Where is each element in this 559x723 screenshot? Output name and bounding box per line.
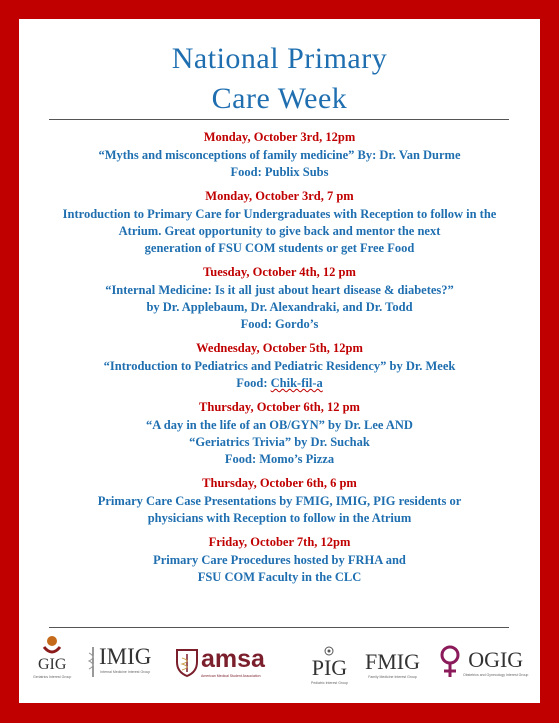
event-description: Primary Care Case Presentations by FMIG, IMIG, PIG residents or [97, 494, 462, 508]
gig-subtitle: Geriatrics Interest Group [33, 675, 72, 679]
pig-name: PIG [311, 655, 348, 680]
event-list [19, 129, 540, 593]
event-food [19, 375, 540, 392]
caduceus-icon [87, 645, 99, 679]
bottom-divider [49, 627, 509, 628]
pig-logo [311, 645, 348, 685]
event-description: “Geriatrics Trivia” by Dr. Suchak [189, 435, 370, 449]
event-wednesday [19, 340, 540, 392]
event-description: “Introduction to Pediatrics and Pediatric Residency” by Dr. Meek [103, 359, 456, 373]
event-description: Atrium. Great opportunity to give back and mentor the next [118, 224, 441, 238]
event-date: Monday, October 3rd, 12pm [203, 130, 356, 144]
amsa-subtitle: American Medical Student Association [201, 674, 261, 678]
amsa-logo [175, 647, 265, 678]
amsa-shield-icon [175, 648, 199, 678]
event-description: Introduction to Primary Care for Undergraduates with Reception to follow in the [62, 207, 497, 221]
event-tuesday [19, 264, 540, 333]
event-food: Food: Momo’s Pizza [224, 452, 335, 466]
top-divider [49, 119, 509, 120]
flyer [19, 19, 540, 703]
gig-emblem-icon [40, 635, 64, 657]
page-title [19, 39, 540, 119]
event-description: “Internal Medicine: Is it all just about heart disease & diabetes?” [105, 283, 454, 297]
event-date: Thursday, October 6th, 6 pm [202, 476, 357, 490]
event-monday-evening [19, 188, 540, 257]
imig-name: IMIG [99, 644, 152, 669]
fmig-logo [365, 651, 420, 679]
event-date: Tuesday, October 4th, 12 pm [203, 265, 356, 279]
event-description: “Myths and misconceptions of family medicine” By: Dr. Van Durme [98, 148, 461, 162]
event-date: Wednesday, October 5th, 12pm [196, 341, 363, 355]
event-friday [19, 534, 540, 586]
female-symbol-icon [439, 645, 461, 679]
event-description: Primary Care Procedures hosted by FRHA and [153, 553, 406, 567]
fmig-name: FMIG [365, 649, 421, 674]
event-date: Monday, October 3rd, 7 pm [205, 189, 354, 203]
title-line-2: Care Week [211, 82, 348, 115]
pig-subtitle: Pediatric Interest Group [311, 681, 348, 685]
event-date: Thursday, October 6th, 12 pm [199, 400, 360, 414]
food-name: Chik-fil-a [270, 376, 323, 390]
event-description: physicians with Reception to follow in the Atrium [147, 511, 412, 525]
gig-logo [33, 635, 71, 679]
event-thursday-evening [19, 475, 540, 527]
amsa-name: amsa [201, 645, 265, 673]
event-speakers: by Dr. Applebaum, Dr. Alexandraki, and Dr. Todd [146, 300, 413, 314]
fmig-subtitle: Family Medicine Interest Group [368, 675, 417, 679]
ogig-subtitle: Obstetrics and Gynecology Interest Group [463, 673, 529, 677]
event-thursday-noon [19, 399, 540, 468]
sponsor-logos [19, 631, 540, 699]
event-monday-noon [19, 129, 540, 181]
imig-logo [87, 645, 151, 679]
event-description: “A day in the life of an OB/GYN” by Dr. Lee AND [146, 418, 413, 432]
event-description: generation of FSU COM students or get Free Food [144, 241, 415, 255]
event-description: FSU COM Faculty in the CLC [197, 570, 362, 584]
ogig-logo [439, 645, 528, 679]
event-date: Friday, October 7th, 12pm [208, 535, 351, 549]
event-food: Food: Publix Subs [230, 165, 329, 179]
title-line-1: National Primary [171, 42, 388, 75]
ogig-name: OGIG [468, 647, 524, 672]
event-food: Food: Gordo’s [240, 317, 319, 331]
food-prefix: Food: [236, 376, 271, 390]
imig-subtitle: Internal Medicine Interest Group [100, 670, 151, 674]
gig-name: GIG [37, 656, 67, 673]
